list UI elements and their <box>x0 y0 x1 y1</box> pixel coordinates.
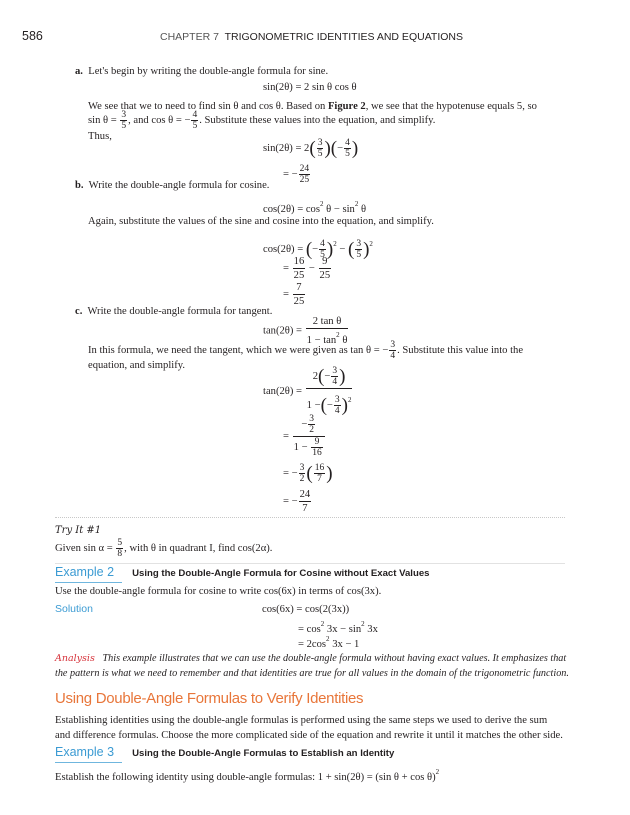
section-paragraph-2: and difference formulas. Choose the more complicated side of the equation and rewrite it until it matches the other side. <box>55 730 563 741</box>
sin-double-angle-formula: sin(2θ) = 2 sin θ cos θ <box>263 82 357 93</box>
cos-double-angle-formula: $\cos(2\theta) = \cos^2 \theta - \sin^2 \theta$ <box>263 200 367 215</box>
try-it-problem: Given sin α = $\frac{5}{8}$ , with θ in quadrant I, find cos(2α). <box>55 538 273 560</box>
solution-label: Solution <box>55 603 93 615</box>
solution-line-1: cos(6x) = cos(2(3x)) <box>262 604 350 615</box>
part-c-label: c. <box>75 306 83 317</box>
analysis-paragraph: Analysis This example illustrates that we can use the double-angle formula without having exact values. It emphasizes that <box>55 653 567 664</box>
section-heading: Using Double-Angle Formulas to Verify Identities <box>55 690 364 707</box>
text: , we see that the hypotenuse equals 5, so <box>365 101 537 112</box>
analysis-paragraph-2: the pattern is what we need to remember and that identities are true for all values in the domain of the trigonometric function. <box>55 668 569 679</box>
part-a-paragraph-2 <box>88 109 435 133</box>
example-3-label: Example 3 <box>55 745 115 759</box>
example-underline <box>55 762 122 763</box>
chapter-title: TRIGONOMETRIC IDENTITIES AND EQUATIONS <box>224 31 463 43</box>
text: Write the double-angle formula for tangent. <box>87 306 273 317</box>
part-a-intro <box>75 65 328 78</box>
example-2-label: Example 2 <box>55 565 115 579</box>
part-c-intro <box>75 305 272 318</box>
part-a-step-1: sin(2θ) = 2( $\frac{3}{5}$ )(− $\frac{4}{5}$ ) <box>263 138 359 160</box>
part-b-label: b. <box>75 180 84 191</box>
part-a-result: = − $\frac{24}{25}$ <box>283 164 310 186</box>
part-a-intro-text: Let's begin by writing the double-angle formula for sine. <box>88 66 329 77</box>
part-b-intro <box>75 179 269 192</box>
text: We see that we to need to find sin θ and cos θ. Based on <box>88 101 328 112</box>
part-c-step-1: tan(2θ) = 2(− $\frac{3}{4}$ ) 1 −(− $\frac{3}{4}$ )$^2$ <box>263 366 352 417</box>
example-3-title: Using the Double-Angle Formulas to Establish an Identity <box>132 748 395 759</box>
text: sin θ = <box>88 115 117 126</box>
chapter-label: CHAPTER 7 <box>160 31 219 43</box>
tan-double-angle-formula: tan(2θ) = $\frac{\text{2 tan θ}}{1 - \tan^2 \theta}$ <box>263 316 348 346</box>
example-3-prompt: Establish the following identity using double-angle formulas: 1 + sin(2θ) = (sin θ + cos θ)$^2$ <box>55 768 440 783</box>
part-b-paragraph: Again, substitute the values of the sine and cosine into the equation, and simplify. <box>88 216 434 227</box>
solution-line-3: = $2\cos^2$ 3x − 1 <box>298 635 360 650</box>
fraction: $\frac{4}{5}$ <box>192 110 198 132</box>
running-header <box>160 31 463 44</box>
example-underline <box>55 582 122 583</box>
part-b-step-1: cos(2θ) = (− $\frac{4}{5}$ )$^2$ − ( $\frac{3}{5}$ )$^2$ <box>263 239 373 261</box>
figure-reference: Figure 2 <box>327 101 366 112</box>
try-it-title: Try It #1 <box>55 525 102 536</box>
part-c-step-2: = − $\frac{3}{2}$ 1 − $\frac{9}{16}$ <box>283 414 326 459</box>
divider <box>55 517 565 518</box>
example-2-prompt: Use the double-angle formula for cosine to write cos(6x) in terms of cos(3x). <box>55 586 382 597</box>
part-c-result: = − $\frac{24}{7}$ <box>283 489 311 514</box>
thus-label: Thus, <box>88 131 112 142</box>
divider <box>55 563 565 564</box>
text: , and cos θ = − <box>128 115 191 126</box>
example-2-title: Using the Double-Angle Formula for Cosine without Exact Values <box>132 568 430 579</box>
text: . Substitute these values into the equation, and simplify. <box>199 115 436 126</box>
part-b-result: = $\frac{7}{25}$ <box>283 282 305 307</box>
fraction: $\frac{3}{5}$ <box>121 110 127 132</box>
part-c-paragraph-2: equation, and simplify. <box>88 360 185 371</box>
part-c-step-3: = − $\frac{3}{2}$ ( $\frac{16}{7}$ ) <box>283 463 333 485</box>
text: Write the double-angle formula for cosine. <box>88 180 270 191</box>
part-b-step-2: = $\frac{16}{25}$ − $\frac{9}{25}$ <box>283 256 331 281</box>
section-paragraph-1: Establishing identities using the double-angle formulas is performed using the same steps we used to derive the sum <box>55 715 548 726</box>
analysis-label: Analysis <box>55 653 95 664</box>
example-2-header <box>55 566 430 580</box>
page-number: 586 <box>22 29 43 43</box>
example-3-header <box>55 746 394 760</box>
solution-line-2: = $\cos^2 3x - \sin^2 3x$ <box>298 620 378 635</box>
part-a-label: a. <box>75 66 83 77</box>
part-c-paragraph-1: In this formula, we need the tangent, which we were given as tan θ = − $\frac{3}{4}$ . Substitute this value into the <box>88 340 524 362</box>
